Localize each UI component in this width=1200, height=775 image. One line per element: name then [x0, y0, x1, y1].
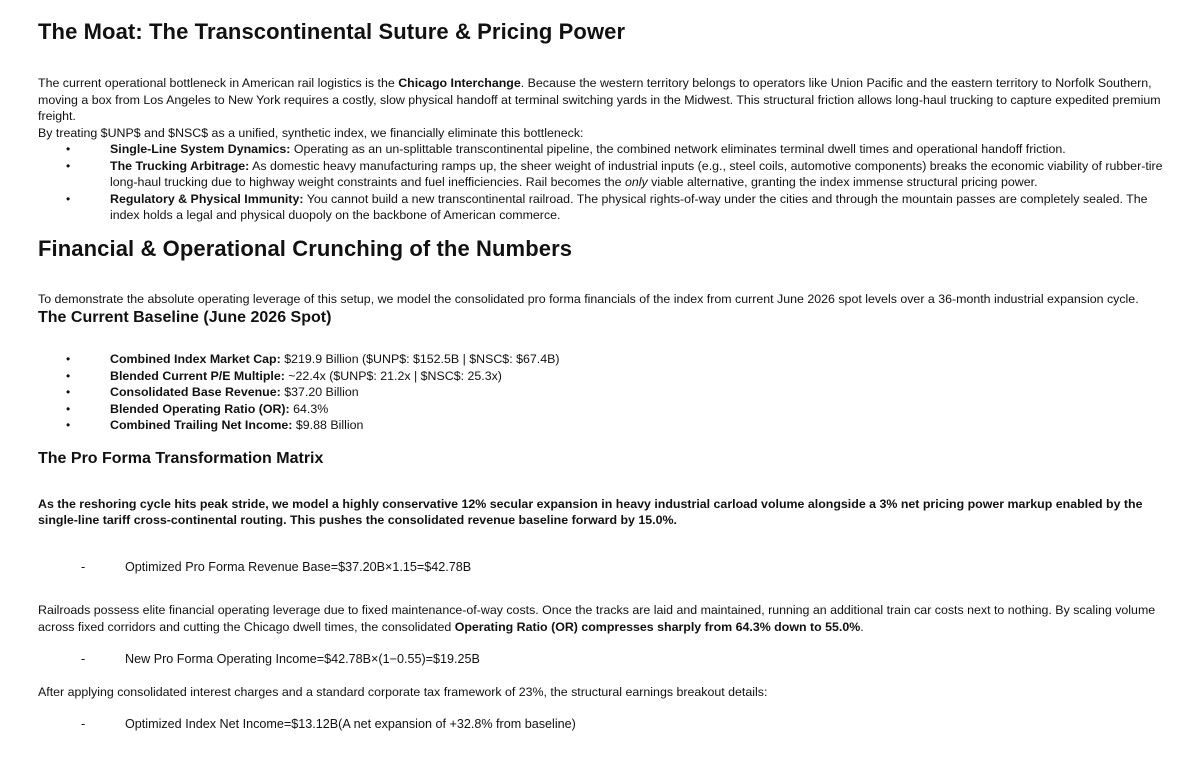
bullet-text: You cannot build a new transcontinental railroad. The physical rights-of-way under the cities and through the mountain passes are completely sealed. The index holds a legal and physical duopoly on the backbone of American commerce.	[110, 191, 1148, 222]
metric-value: ~22.4x ($UNP$: 21.2x | $NSC$: 25.3x)	[284, 368, 502, 383]
net-income-formula: - Optimized Index Net Income=$13.12B(A net expansion of +32.8% from baseline)	[38, 716, 1168, 733]
bullet-emphasis: only	[624, 175, 648, 189]
metric-label: Combined Trailing Net Income:	[110, 418, 293, 432]
metric-value: 64.3%	[289, 401, 329, 416]
metric-value: $37.20 Billion	[280, 385, 359, 399]
bullet-label: Single-Line System Dynamics:	[110, 142, 291, 156]
list-item	[38, 401, 1168, 418]
financial-heading: Financial & Operational Crunching of the Numbers	[38, 235, 573, 261]
matrix-intro-paragraph: As the reshoring cycle hits peak stride, we model a highly conservative 12% secular expansion in heavy industrial carload volume alongside a 3% net pricing power markup enabled by the single-line tariff cross-continental routing. This pushes the consolidated revenue baseline forward by 15.0%.	[38, 496, 1143, 527]
moat-intro2-paragraph: By treating $UNP$ and $NSC$ as a unified, synthetic index, we financially eliminate this bottleneck:	[38, 125, 584, 140]
leverage-text-end: .	[860, 619, 864, 634]
list-item	[38, 158, 1168, 191]
earnings-paragraph: After applying consolidated interest charges and a standard corporate tax framework of 23%, the structural earnings breakout details:	[38, 684, 768, 699]
metric-label: Blended Operating Ratio (OR):	[110, 401, 290, 416]
revenue-formula: - Optimized Pro Forma Revenue Base=$37.20B×1.15=$42.78B	[38, 559, 1168, 576]
list-item	[38, 384, 1168, 401]
bullet-text-cont: viable alternative, granting the index immense structural pricing power.	[647, 175, 1038, 189]
operating-leverage-paragraph	[38, 602, 1168, 635]
metric-value: $219.9 Billion ($UNP$: $152.5B | $NSC$: $67.4B)	[280, 352, 560, 366]
leverage-text: Railroads possess elite financial operating leverage due to fixed maintenance-of-way costs. Once the tracks are laid and maintained, running an additional train car costs next to nothing. By scaling volume across fixed corridors and cutting the Chicago dwell times, the consolidated	[38, 603, 1156, 634]
list-item	[38, 417, 1168, 434]
bullet-label: Regulatory & Physical Immunity:	[110, 191, 304, 206]
document-page	[38, 18, 1168, 733]
list-item	[38, 191, 1168, 224]
bullet-text: As domestic heavy manufacturing ramps up, the sheer weight of industrial inputs (e.g., steel coils, automotive components) breaks the economic viability of rubber-tire long-haul trucking due to highway weight constraints and fuel inefficiencies. Rail becomes the	[110, 158, 1163, 189]
bullet-label: The Trucking Arbitrage:	[110, 158, 250, 173]
metric-label: Combined Index Market Cap:	[110, 352, 281, 366]
matrix-heading: The Pro Forma Transformation Matrix	[38, 449, 324, 467]
list-item	[38, 351, 1168, 368]
metric-value: $9.88 Billion	[292, 418, 364, 432]
financial-intro-paragraph: To demonstrate the absolute operating leverage of this setup, we model the consolidated pro forma financials of the index from current June 2026 spot levels over a 36-month industrial expansion cycle.	[38, 291, 1139, 306]
moat-heading: The Moat: The Transcontinental Suture & Pricing Power	[38, 19, 626, 44]
baseline-heading: The Current Baseline (June 2026 Spot)	[38, 309, 332, 326]
metric-label: Blended Current P/E Multiple:	[110, 368, 285, 383]
metric-label: Consolidated Base Revenue:	[110, 385, 281, 399]
moat-bullet-list	[38, 141, 1168, 224]
list-item	[38, 368, 1168, 385]
operating-ratio-emphasis: Operating Ratio (OR) compresses sharply from 64.3% down to 55.0%	[454, 619, 861, 634]
baseline-list	[38, 351, 1168, 434]
bullet-text: Operating as an un-splittable transcontinental pipeline, the combined network eliminates terminal dwell times and operational handoff friction.	[290, 142, 1066, 156]
list-item	[38, 141, 1168, 158]
moat-intro-text: The current operational bottleneck in American rail logistics is the	[38, 76, 399, 90]
operating-income-formula: - New Pro Forma Operating Income=$42.78B×(1−0.55)=$19.25B	[38, 651, 1168, 668]
moat-intro-text-cont: . Because the western territory belongs to operators like Union Pacific and the eastern territory to Norfolk Southern, moving a box from Los Angeles to New York requires a costly, slow physical handoff at terminal switching yards in the Midwest. This structural friction allows long-haul trucking to capture expedited premium freight.	[38, 76, 1161, 123]
moat-intro-paragraph	[38, 75, 1168, 125]
chicago-interchange-term: Chicago Interchange	[398, 76, 521, 90]
